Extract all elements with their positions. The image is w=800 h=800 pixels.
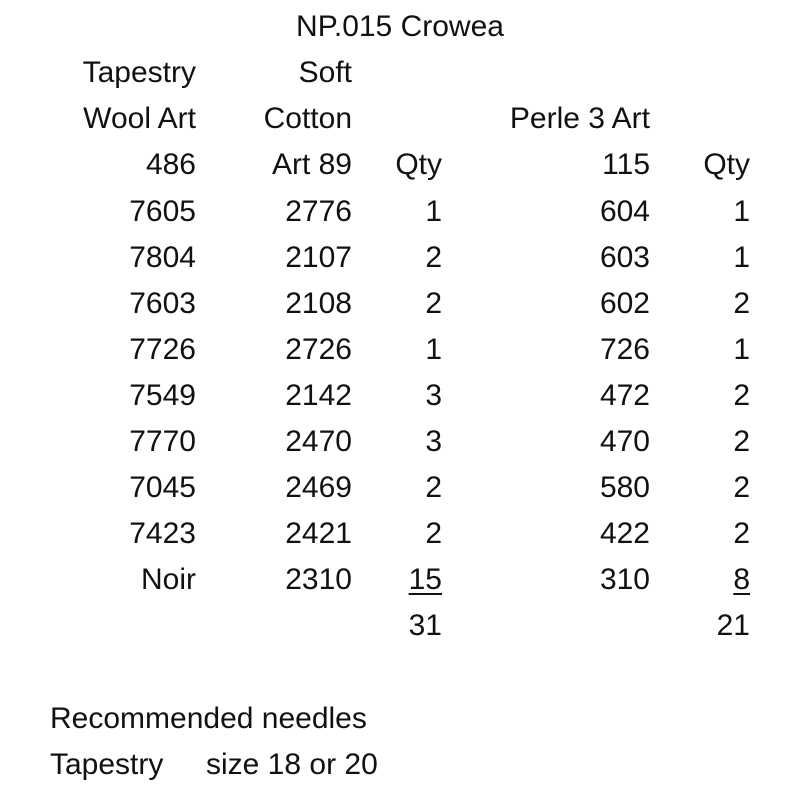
- cell-cotton: 2107: [285, 241, 352, 274]
- cell-qty2: 1: [733, 241, 750, 274]
- cell-qty2: 2: [733, 287, 750, 320]
- header-wool-line1: Tapestry: [82, 56, 196, 89]
- header-qty2: Qty: [703, 148, 750, 181]
- cell-cotton: 2776: [285, 195, 352, 228]
- header-cotton-line3: Art 89: [271, 148, 352, 181]
- needles-heading: Recommended needles: [50, 702, 367, 735]
- cell-qty2-subtotal: 8: [733, 563, 750, 596]
- header-perle-line1: Perle 3 Art: [509, 102, 650, 135]
- cell-cotton: 2108: [285, 287, 352, 320]
- cell-perle: 603: [599, 241, 650, 274]
- cell-cotton: 2470: [285, 425, 352, 458]
- cell-qty1: 3: [425, 425, 442, 458]
- cell-qty2: 1: [733, 333, 750, 366]
- cell-wool: 7605: [129, 195, 196, 228]
- cell-qty2: 2: [733, 379, 750, 412]
- cell-perle: 310: [599, 563, 650, 596]
- cell-qty1: 1: [425, 195, 442, 228]
- header-cotton-line2: Cotton: [263, 102, 352, 135]
- cell-qty1: 2: [425, 241, 442, 274]
- header-wool-line3: 486: [145, 148, 196, 181]
- header-qty1: Qty: [395, 148, 442, 181]
- cell-perle: 470: [599, 425, 650, 458]
- cell-qty1: 1: [425, 333, 442, 366]
- cell-qty2: 2: [733, 517, 750, 550]
- cell-perle: 604: [599, 195, 650, 228]
- cell-qty2: 2: [733, 471, 750, 504]
- cell-wool: 7770: [129, 425, 196, 458]
- cell-wool: 7423: [129, 517, 196, 550]
- needles-type: Tapestry: [50, 748, 164, 781]
- header-perle-line2: 115: [602, 148, 650, 181]
- page-title: NP.015 Crowea: [296, 10, 504, 43]
- cell-cotton: 2469: [285, 471, 352, 504]
- cell-perle: 580: [599, 471, 650, 504]
- cell-wool: 7549: [129, 379, 196, 412]
- cell-qty1: 2: [425, 287, 442, 320]
- total-qty1: 31: [408, 609, 442, 642]
- cell-wool: 7045: [129, 471, 196, 504]
- cell-wool: 7804: [129, 241, 196, 274]
- cell-qty2: 2: [733, 425, 750, 458]
- cell-cotton: 2421: [285, 517, 352, 550]
- header-wool-line2: Wool Art: [83, 102, 196, 135]
- cell-qty1-subtotal: 15: [408, 563, 442, 596]
- total-qty2: 21: [716, 609, 750, 642]
- cell-wool: 7726: [129, 333, 196, 366]
- cell-perle: 472: [599, 379, 650, 412]
- cell-cotton: 2310: [285, 563, 352, 596]
- cell-qty2: 1: [733, 195, 750, 228]
- cell-perle: 422: [599, 517, 650, 550]
- cell-qty1: 3: [425, 379, 442, 412]
- cell-cotton: 2726: [285, 333, 352, 366]
- cell-perle: 726: [599, 333, 650, 366]
- cell-qty1: 2: [425, 517, 442, 550]
- cell-cotton: 2142: [285, 379, 352, 412]
- cell-wool: 7603: [129, 287, 196, 320]
- needles-size: size 18 or 20: [206, 748, 378, 781]
- cell-qty1: 2: [425, 471, 442, 504]
- header-cotton-line1: Soft: [298, 56, 352, 89]
- cell-wool: Noir: [140, 563, 196, 596]
- cell-perle: 602: [599, 287, 650, 320]
